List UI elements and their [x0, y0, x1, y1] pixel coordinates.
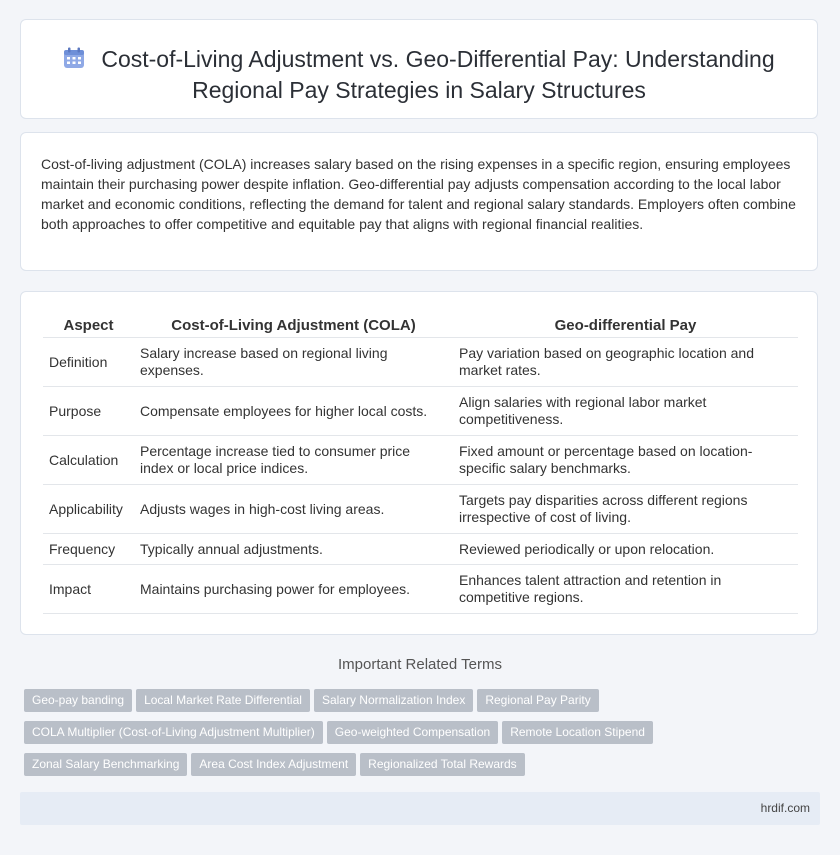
page-title [21, 45, 817, 105]
table-row [43, 534, 798, 565]
aspect-cell: Calculation [43, 436, 134, 485]
related-terms-list [24, 689, 814, 785]
geo-cell: Targets pay disparities across different regions irrespective of cost of living. [453, 485, 798, 534]
cola-cell: Percentage increase tied to consumer price index or local price indices. [134, 436, 453, 485]
column-header-aspect: Aspect [43, 314, 134, 338]
geo-cell: Enhances talent attraction and retention in competitive regions. [453, 565, 798, 614]
table-row [43, 565, 798, 614]
comparison-card [20, 291, 818, 635]
table-row [43, 436, 798, 485]
table-header-row [43, 314, 798, 338]
aspect-cell: Purpose [43, 387, 134, 436]
related-term-tag[interactable]: Regional Pay Parity [477, 689, 598, 712]
aspect-cell: Applicability [43, 485, 134, 534]
aspect-cell: Definition [43, 338, 134, 387]
related-term-tag[interactable]: Salary Normalization Index [314, 689, 473, 712]
intro-card [20, 132, 818, 271]
related-term-tag[interactable]: Zonal Salary Benchmarking [24, 753, 187, 776]
related-terms-heading: Important Related Terms [338, 656, 502, 673]
cola-cell: Adjusts wages in high-cost living areas. [134, 485, 453, 534]
related-term-tag[interactable]: Geo-pay banding [24, 689, 132, 712]
title-card [20, 19, 818, 119]
related-term-tag[interactable]: Remote Location Stipend [502, 721, 653, 744]
table-row [43, 387, 798, 436]
footer-site-link[interactable]: hrdif.com [760, 801, 810, 815]
cola-cell: Typically annual adjustments. [134, 534, 453, 565]
cola-cell: Salary increase based on regional living expenses. [134, 338, 453, 387]
footer-bar [20, 792, 820, 825]
geo-cell: Align salaries with regional labor market competitiveness. [453, 387, 798, 436]
geo-cell: Pay variation based on geographic location and market rates. [453, 338, 798, 387]
related-term-tag[interactable]: COLA Multiplier (Cost-of-Living Adjustment Multiplier) [24, 721, 323, 744]
cola-cell: Compensate employees for higher local costs. [134, 387, 453, 436]
related-term-tag[interactable]: Regionalized Total Rewards [360, 753, 525, 776]
related-term-tag[interactable]: Geo-weighted Compensation [327, 721, 498, 744]
column-header-cola: Cost-of-Living Adjustment (COLA) [134, 314, 453, 338]
page-title-line2: Regional Pay Strategies in Salary Structures [192, 77, 646, 103]
geo-cell: Reviewed periodically or upon relocation. [453, 534, 798, 565]
geo-cell: Fixed amount or percentage based on location-specific salary benchmarks. [453, 436, 798, 485]
related-term-tag[interactable]: Local Market Rate Differential [136, 689, 310, 712]
aspect-cell: Impact [43, 565, 134, 614]
column-header-geo: Geo-differential Pay [453, 314, 798, 338]
table-row [43, 338, 798, 387]
aspect-cell: Frequency [43, 534, 134, 565]
page-title-line1: Cost-of-Living Adjustment vs. Geo-Differential Pay: Understanding [101, 46, 775, 72]
intro-paragraph: Cost-of-living adjustment (COLA) increases salary based on the rising expenses in a specific region, ensuring employees maintain their purchasing power despite inflation. Geo-differential pay adjusts compensation according to the local labor market and economic conditions, reflecting the demand for talent and regional salary standards. Employers often combine both approaches to offer competitive and equitable pay that aligns with regional financial realities. [41, 156, 796, 232]
cola-cell: Maintains purchasing power for employees. [134, 565, 453, 614]
calendar-icon [63, 47, 85, 76]
comparison-table [43, 314, 798, 614]
related-term-tag[interactable]: Area Cost Index Adjustment [191, 753, 356, 776]
table-row [43, 485, 798, 534]
